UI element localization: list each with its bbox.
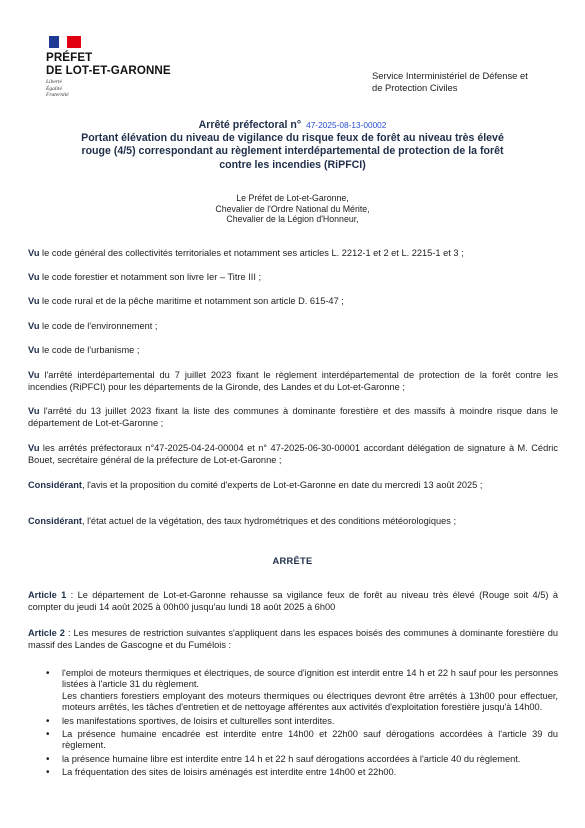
signatory-line-3: Chevalier de la Légion d'Honneur,: [226, 214, 359, 224]
list-item: [46, 716, 558, 727]
list-item: [46, 754, 558, 765]
visa-paragraph: Vu le code de l'environnement ;: [28, 321, 158, 331]
visa-paragraph: Vu le code de l'urbanisme ;: [28, 345, 140, 355]
republic-motto: [46, 79, 171, 99]
title-line-4: contre les incendies (RiPFCI): [219, 158, 366, 171]
list-item-text: la présence humaine libre est interdite entre 14 h et 22 h sauf dérogations accordées à l'article 40 du règlement.: [62, 753, 521, 764]
motto-fraternite: Fraternité: [46, 92, 69, 98]
visa-paragraph: Vu les arrêtés préfectoraux n°47-2025-04-24-00004 et n° 47-2025-06-30-00001 accordant délégation de signature à M. Cédric Bouet, secrétaire général de la préfecture de Lot-et-Garonne ;: [28, 443, 558, 465]
list-item-text: les manifestations sportives, de loisirs et culturelles sont interdites.: [62, 715, 335, 726]
motto-egalite: Égalité: [46, 85, 62, 92]
considerant-paragraph: Considérant, l'état actuel de la végétation, des taux hydrométriques et des conditions météorologiques ;: [28, 516, 457, 526]
french-flag-icon: [49, 36, 83, 48]
prefecture-logo: [46, 36, 171, 99]
signatory-line-2: Chevalier de l'Ordre National du Mérite,: [215, 203, 370, 214]
prefect-line-1: PRÉFET: [46, 51, 93, 64]
list-item: [46, 668, 558, 714]
prefect-line-2: DE LOT-ET-GARONNE: [46, 64, 171, 77]
list-item: [46, 729, 558, 752]
service-line-1: Service Interministériel de Défense et: [372, 70, 528, 81]
decree-heading: ARRÊTE: [272, 556, 313, 566]
considerant-paragraph: Considérant, l'avis et la proposition du comité d'experts de Lot-et-Garonne en date du mercredi 13 août 2025 ;: [28, 480, 483, 490]
visa-paragraph: Vu le code forestier et notamment son livre Ier – Titre III ;: [28, 272, 262, 282]
title-line-3: rouge (4/5) correspondant au règlement interdépartemental de protection de la forêt: [81, 145, 504, 158]
title-line-2: Portant élévation du niveau de vigilance du risque feux de forêt au niveau très élevé: [81, 132, 504, 145]
visa-paragraph: Vu l'arrêté du 13 juillet 2023 fixant la liste des communes à dominante forestière et des massifs à moindre risque dans le département de Lot-et-Garonne ;: [28, 406, 558, 428]
prefect-name: [46, 51, 171, 77]
article-1: Article 1 : Le département de Lot-et-Garonne rehausse sa vigilance feux de forêt au niveau très élevé (Rouge soit 4/5) à compter du jeudi 14 août 2025 à 00h00 jusqu'au lundi 18 août 2025 à 6h00: [28, 590, 558, 612]
signatory-block: [0, 193, 585, 225]
visa-paragraph: Vu l'arrêté interdépartemental du 7 juillet 2023 fixant le règlement interdépartemental de protection de la forêt contre les incendies (RiPFCI) pour les départements de la Gironde, des Landes et du Lot-et-Garonne ;: [28, 370, 558, 392]
issuing-service: [372, 70, 528, 94]
restriction-list: [46, 668, 558, 781]
motto-liberte: Liberté: [46, 79, 62, 85]
service-line-2: de Protection Civiles: [372, 82, 458, 93]
list-item-text: La présence humaine encadrée est interdite entre 14h00 et 22h00 sauf dérogations accordées à l'article 39 du règlement.: [62, 729, 558, 751]
article-2: Article 2 : Les mesures de restriction suivantes s'appliquent dans les espaces boisés des communes à dominante forestière du massif des Landes de Gascogne et du Fumélois :: [28, 628, 558, 650]
decree-number: 47-2025-08-13-00002: [306, 120, 387, 130]
decree-label: Arrêté préfectoral n°: [198, 119, 302, 131]
list-item: [46, 767, 558, 778]
list-item-text: La fréquentation des sites de loisirs aménagés est interdite entre 14h00 et 22h00.: [62, 767, 397, 778]
list-item-subtext: Les chantiers forestiers employant des moteurs thermiques ou électriques devront être arrêtés à 13h00 pour effectuer, moteurs arrêtés, les tâches d'entretien et de nettoyage afférentes aux activités d'exploitation forestière jusqu'à 14h00.: [62, 690, 558, 713]
list-item-text: l'emploi de moteurs thermiques et électriques, de source d'ignition est interdit entre 14 h et 22 h sauf pour les personnes listées à l'article 31 du règlement.: [62, 668, 558, 690]
visa-paragraph: Vu le code rural et de la pêche maritime et notamment son article D. 615-47 ;: [28, 296, 344, 306]
visa-paragraph: Vu le code général des collectivités territoriales et notamment ses articles L. 2212-1 et 2 et L. 2215-1 et 3 ;: [28, 248, 464, 258]
signatory-line-1: Le Préfet de Lot-et-Garonne,: [236, 193, 349, 203]
document-title: [20, 119, 565, 172]
